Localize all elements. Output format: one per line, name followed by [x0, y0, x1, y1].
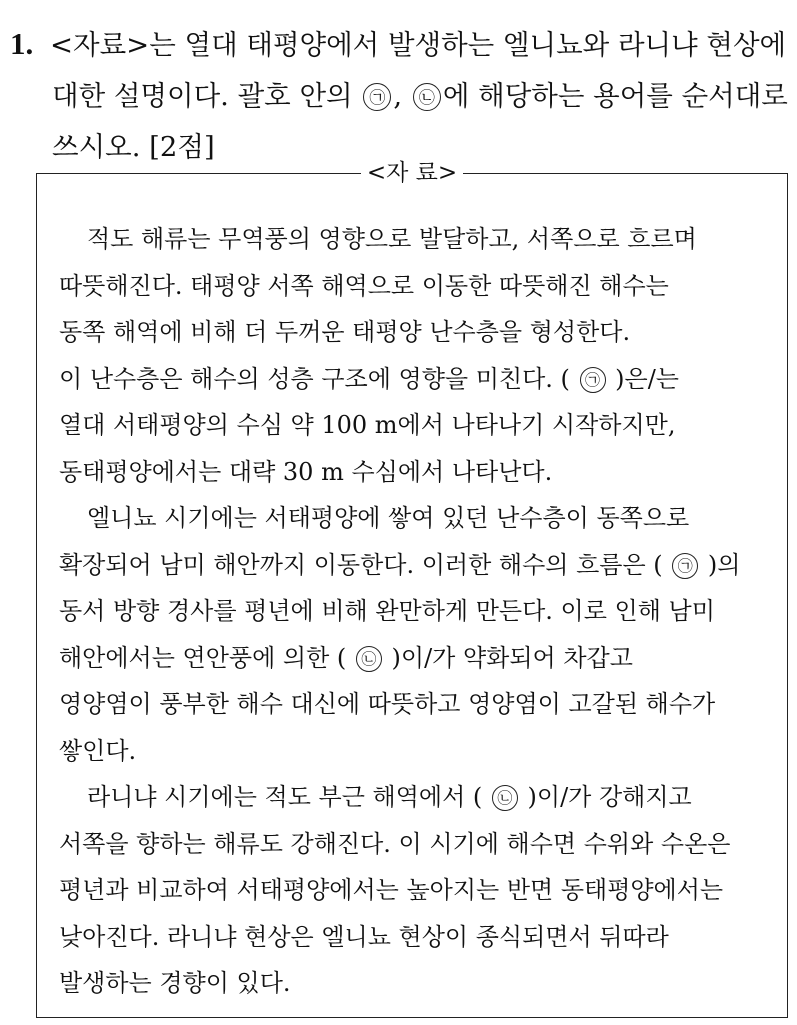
circled-mark-giyeok: ㉠ [672, 553, 698, 579]
text-line [59, 960, 769, 1007]
text-line [59, 216, 769, 263]
text-segment: )의 [700, 550, 741, 579]
question-text-line-1: <자료>는 열대 태평양에서 발생하는 엘니뇨와 라니냐 현상에 [50, 29, 787, 61]
text-line [59, 914, 769, 961]
material-paragraph [59, 216, 769, 495]
circled-mark-giyeok: ㉠ [580, 367, 606, 393]
material-paragraph [59, 495, 769, 774]
text-segment: 쌓인다. [59, 736, 137, 765]
text-line [59, 867, 769, 914]
circled-mark-nieun: ㉡ [413, 83, 441, 111]
text-line [59, 542, 769, 589]
question-text-segment: 에 해당하는 용어를 순서대로 [442, 80, 788, 112]
text-segment: )은/는 [607, 364, 679, 393]
text-segment: 확장되어 남미 해안까지 이동한다. 이러한 해수의 흐름은 ( [59, 550, 671, 579]
text-segment: 평년과 비교하여 서태평양에서는 높아지는 반면 동태평양에서는 [59, 876, 724, 904]
text-segment: 해안에서는 연안풍에 의한 ( [59, 643, 354, 672]
text-segment: 적도 해류는 무역풍의 영향으로 발달하고, 서쪽으로 흐르며 [87, 225, 697, 253]
text-segment: 열대 서태평양의 수심 약 100 m에서 나타나기 시작하지만, [59, 411, 676, 439]
text-line [59, 263, 769, 310]
text-line [59, 635, 769, 682]
question-number: 1. [10, 26, 34, 61]
material-box [36, 160, 788, 1018]
text-segment: 따뜻해진다. 태평양 서쪽 해역으로 이동한 따뜻해진 해수는 [59, 271, 669, 300]
text-segment: 영양염이 풍부한 해수 대신에 따뜻하고 영양염이 고갈된 해수가 [59, 690, 716, 718]
text-segment: )이/가 강해지고 [519, 783, 692, 811]
text-line [59, 821, 769, 868]
text-segment: 동태평양에서는 대략 30 m 수심에서 나타난다. [59, 457, 553, 486]
text-segment: 엘니뇨 시기에는 서태평양에 쌓여 있던 난수층이 동쪽으로 [87, 504, 690, 532]
question-text-segment: , [393, 80, 411, 112]
text-line [59, 449, 769, 496]
text-segment: )이/가 약화되어 차갑고 [383, 643, 633, 672]
material-box-title-text: <자 료> [361, 160, 463, 186]
question-line-2 [10, 71, 788, 122]
text-line [59, 495, 769, 542]
text-line [59, 728, 769, 775]
text-segment: 발생하는 경향이 있다. [59, 969, 291, 997]
text-line [59, 774, 769, 821]
question [10, 18, 788, 173]
question-line-1 [10, 18, 785, 71]
text-line [59, 309, 769, 356]
text-segment: 서쪽을 향하는 해류도 강해진다. 이 시기에 해수면 수위와 수온은 [59, 829, 731, 858]
material-box-title [37, 158, 787, 188]
question-text-segment: 대한 설명이다. 괄호 안의 [52, 80, 362, 112]
question-text-line-3: 쓰시오. [2점] [52, 131, 215, 163]
text-segment: 동서 방향 경사를 평년에 비해 완만하게 만든다. 이로 인해 남미 [59, 597, 715, 625]
material-paragraph [59, 774, 769, 1007]
circled-mark-nieun: ㉡ [492, 785, 518, 811]
text-line [59, 681, 769, 728]
circled-mark-nieun: ㉡ [356, 646, 382, 672]
text-segment: 동쪽 해역에 비해 더 두꺼운 태평양 난수층을 형성한다. [59, 318, 631, 346]
text-line [59, 588, 769, 635]
text-line [59, 402, 769, 449]
text-segment: 낮아진다. 라니냐 현상은 엘니뇨 현상이 종식되면서 뒤따라 [59, 922, 669, 951]
circled-mark-giyeok: ㉠ [363, 83, 391, 111]
text-segment: 이 난수층은 해수의 성층 구조에 영향을 미친다. ( [59, 364, 578, 393]
material-box-body [59, 216, 769, 1007]
text-segment: 라니냐 시기에는 적도 부근 해역에서 ( [87, 783, 490, 811]
text-line [59, 356, 769, 403]
